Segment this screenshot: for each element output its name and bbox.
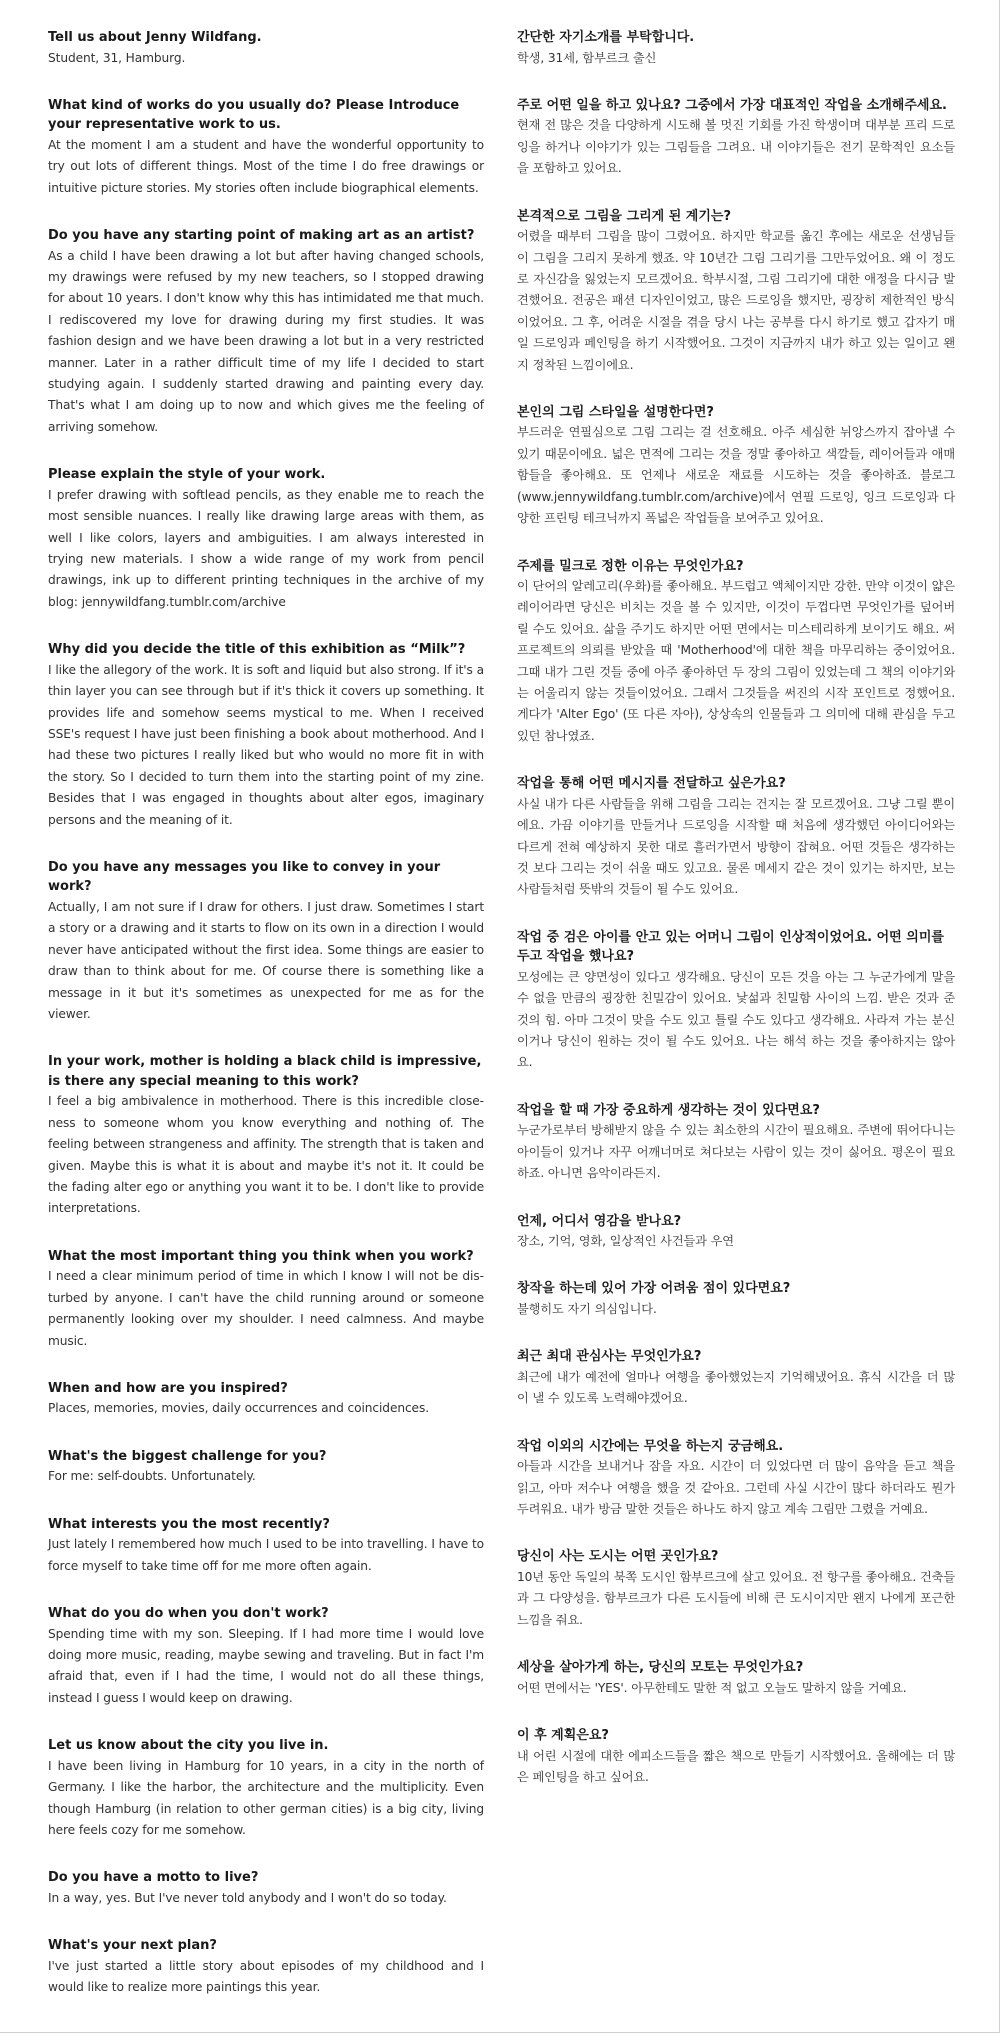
answer: Spending time with my son. Sleeping. If I had more time I would love doing more music, reading, maybe sewing and traveling. But in fact I'm afraid that, even if I had the time, I would not do all these things, instead I guess I would keep on drawing. (48, 1626, 484, 1705)
qa-block (48, 28, 484, 69)
qa-block (48, 640, 484, 831)
question: 본격적으로 그림을 그리게 된 계기는? (517, 208, 732, 224)
qa-block (517, 1279, 955, 1320)
answer: In a way, yes. But I've never told anybody and I won't do so today. (48, 1890, 447, 1905)
qa-block (48, 1379, 484, 1420)
answer: 누군가로부터 방해받지 않을 수 있는 최소한의 시간이 필요해요. 주변에 뛰어다니는 아이들이 있거나 자꾸 어깨너머로 쳐다보는 사람이 있는 것이 싫어요. 평온이 필요하죠. 아니면 음악이라든지. (517, 1123, 955, 1181)
answer: I've just started a little story about episodes of my childhood and I would like to realize more paintings this year. (48, 1958, 484, 1995)
qa-block (48, 1604, 484, 1709)
qa-block (517, 96, 955, 180)
answer: 부드러운 연필심으로 그림 그리는 걸 선호해요. 아주 세심한 뉘앙스까지 잡아낼 수 있기 때문이에요. 넓은 면적에 그리는 것을 정말 좋아하고 색깔들, 레이어들과 애매함들을 좋아해요. 또 언제나 새로운 재료를 시도하는 것을 좋아하죠. 블로그(www.jennywildfang.tumblr.com/archive)에서 연필 드로잉, 잉크 드로잉과 다양한 프린팅 테크닉까지 폭넓은 작업들을 보여주고 있어요. (517, 425, 955, 526)
question: Do you have a motto to live? (48, 1870, 259, 1886)
answer: 이 단어의 알레고리(우화)를 좋아해요. 부드럽고 액체이지만 강한. 만약 이것이 얇은 레이어라면 당신은 비치는 것을 볼 수 있지만, 이것이 두껍다면 무엇인가를 덮어버릴 수도 있어요. 삶을 주기도 하지만 어떤 면에서는 미스테리하게 보이기도 해요. 써 프로젝트의 의뢰를 받았을 때 'Motherhood'에 대한 책을 마무리하는 중이었어요. 그때 내가 그린 것들 중에 아주 좋아하던 두 장의 그림이 있었는데 그 책의 이야기와는 어울리지 않는 것들이었어요. 그래서 그것들을 써진의 시작 포인트로 정했어요. 게다가 'Alter Ego' (또 다른 자아), 상상속의 인물들과 그 의미에 대해 관심을 두고 있던 참나였죠. (517, 579, 955, 743)
qa-block (517, 774, 955, 901)
answer: Student, 31, Hamburg. (48, 50, 186, 65)
english-column (48, 28, 484, 2026)
question: 작업을 할 때 가장 중요하게 생각하는 것이 있다면요? (517, 1102, 820, 1118)
qa-block (48, 96, 484, 199)
answer: For me: self-doubts. Unfortunately. (48, 1469, 256, 1484)
qa-block (517, 1101, 955, 1185)
qa-block (517, 1547, 955, 1631)
qa-block (517, 28, 955, 69)
answer: 사실 내가 다른 사람들을 위해 그림을 그리는 건지는 잘 모르겠어요. 그냥 그릴 뿐이에요. 가끔 이야기를 만들거나 드로잉을 시작할 때 처음에 생각했던 아이디어와는 다르게 전혀 예상하지 못한 대로 흘러가면서 방향이 잡혀요. 어떤 것들은 생각하는 것 보다 그리는 것이 쉬울 때도 있고요. 물론 메세지 같은 것이 있기는 하지만, 보는 사람들처럼 뜻밖의 것들이 될 수도 있어요. (517, 796, 955, 897)
question: 본인의 그림 스타일을 설명한다면? (517, 404, 714, 420)
question: Tell us about Jenny Wildfang. (48, 30, 262, 45)
question: 주로 어떤 일을 하고 있나요? 그중에서 가장 대표적인 작업을 소개해주세요. (517, 97, 947, 113)
answer: I need a clear minimum period of time in which I know I will not be disturbed by anyone. I can't have the child running around or someone permanently looking over my shoulder. I need calmness. And maybe music. (48, 1269, 484, 1348)
answer: 모성에는 큰 양면성이 있다고 생각해요. 당신이 모든 것을 아는 그 누군가에게 말을 수 없을 만큼의 굉장한 친밀감이 있어요. 낯섦과 친밀함 사이의 느낌. 받은 것과 준 것의 힘. 아마 그것이 맞을 수도 있고 틀릴 수도 있다고 생각해요. 사라져 가는 분신이거나 당신이 원하는 것이 될 수도 있어요. 나는 해석 하는 것을 좋아하지는 않아요. (517, 969, 955, 1070)
qa-block (517, 1212, 955, 1253)
answer: 내 어린 시절에 대한 에피소드들을 짧은 책으로 만들기 시작했어요. 올해에는 더 많은 페인팅을 하고 싶어요. (517, 1748, 955, 1784)
question: When and how are you inspired? (48, 1380, 288, 1396)
question: Do you have any starting point of making art as an artist? (48, 228, 475, 244)
question: 세상을 살아가게 하는, 당신의 모토는 무엇인가요? (517, 1660, 804, 1676)
question: What's your next plan? (48, 1938, 217, 1954)
qa-block (48, 1868, 484, 1909)
question: What kind of works do you usually do? Please Introduce your representative work to us. (48, 97, 460, 133)
question: Please explain the style of your work. (48, 467, 326, 483)
answer: 아들과 시간을 보내거나 잠을 자요. 시간이 더 있었다면 더 많이 음악을 듣고 책을 읽고, 아마 저수나 여행을 했을 것 같아요. 그런데 사실 시간이 많다 하더라도 뭔가 두려워요. 내가 방금 말한 것들은 하나도 하지 않고 계속 그림만 그렸을 거예요. (517, 1459, 955, 1516)
answer: 장소, 기억, 영화, 일상적인 사건들과 우연 (517, 1234, 734, 1249)
answer: 최근에 내가 예전에 얼마나 여행을 좋아했었는지 기억해냈어요. 휴식 시간을 더 많이 낼 수 있도록 노력해야겠어요. (517, 1369, 955, 1406)
question: 당신이 사는 도시는 어떤 곳인가요? (517, 1549, 719, 1565)
qa-block (517, 1726, 955, 1788)
qa-block (517, 403, 955, 530)
qa-block (48, 858, 484, 1025)
question: What do you do when you don't work? (48, 1606, 329, 1622)
question: What the most important thing you think when you work? (48, 1248, 474, 1264)
question: 이 후 계획은요? (517, 1728, 609, 1743)
question: In your work, mother is holding a black child is impressive, is there any special meaning to this work? (48, 1054, 482, 1089)
qa-block (48, 1515, 484, 1577)
question: 주제를 밀크로 정한 이유는 무엇인가요? (517, 558, 744, 574)
answer: 현재 전 많은 것을 다양하게 시도해 볼 멋진 기회를 가진 학생이며 대부분 프리 드로잉을 하거나 이야기가 있는 그림들을 그려요. 내 이야기들은 전기 문학적인 요소들을 포함하고 있어요. (517, 118, 955, 176)
question: What's the biggest challenge for you? (48, 1448, 327, 1464)
question: 작업 이외의 시간에는 무엇을 하는지 궁금해요. (517, 1438, 784, 1454)
qa-block (517, 1658, 955, 1699)
answer: At the moment I am a student and have the wonderful opportunity to try out lots of different things. Most of the time I do free drawings or intuitive picture stories. My stories often include biographical elements. (48, 137, 484, 195)
qa-block (48, 1936, 484, 1998)
question: Let us know about the city you live in. (48, 1738, 329, 1754)
answer: 어렸을 때부터 그림을 많이 그렸어요. 하지만 학교를 옮긴 후에는 새로운 선생님들이 그림을 그리지 못하게 했죠. 약 10년간 그림 그리기를 그만두었어요. 왜 이 정도로 자신감을 잃었는지 모르겠어요. 학부시절, 그림 그리기에 대한 애정을 다시금 발견했어요. 전공은 패션 디자인이었고, 많은 드로잉을 했지만, 굉장히 제한적인 방식이었어요. 그 후, 어려운 시절을 겪을 당시 나는 공부를 다시 하기로 했고 갑자기 매일 드로잉과 페인팅을 하기 시작했어요. 그것이 지금까지 내가 하고 있는 일이고 왠지 정착된 느낌이에요. (517, 229, 955, 372)
answer: I like the allegory of the work. It is soft and liquid but also strong. If it's a thin layer you can see through but if it's thick it covers up something. It provides life and somehow seems mystical to me. When I received SSE's request I have just been finishing a book about motherhood. And I had these two pictures I really liked but who would no more fit in with the story. So I decided to turn them into the starting point of my zine. Besides that I was engaged in thoughts about alter egos, imaginary persons and the meaning of it. (48, 662, 484, 827)
question: 간단한 자기소개를 부탁합니다. (517, 30, 695, 45)
question: 작업 중 검은 아이를 안고 있는 어머니 그림이 인상적이었어요. 어떤 의미를 두고 작업을 했나요? (517, 929, 944, 965)
answer: I feel a big ambivalence in motherhood. There is this incredible closeness to someone whom you know everything and nothing of. The feeling between strangeness and affinity. The strength that is taken and given. Maybe this is what it is about and maybe it's not it. It could be the fading alter ego or anything you want it to be. I don't like to provide interpretations. (48, 1094, 484, 1216)
question: 언제, 어디서 영감을 받나요? (517, 1213, 682, 1229)
answer: I prefer drawing with softlead pencils, as they enable me to reach the most sensible nuances. I really like drawing large areas with them, as well I like colors, layers and ambiguities. I am always interested in trying new materials. I show a wide range of my work from pencil drawings, ink up to different printing techniques in the archive of my blog: jennywildfang.tumblr.com/archive (48, 487, 484, 609)
answer: 불행히도 자기 의심입니다. (517, 1301, 657, 1316)
question: 작업을 통해 어떤 메시지를 전달하고 싶은가요? (517, 776, 786, 792)
question: What interests you the most recently? (48, 1516, 330, 1532)
korean-column (517, 28, 955, 1815)
answer: Places, memories, movies, daily occurrences and coincidences. (48, 1401, 429, 1416)
question: 창작을 하는데 있어 가장 어려움 점이 있다면요? (517, 1281, 791, 1297)
answer: 학생, 31세, 함부르크 출신 (517, 50, 657, 65)
qa-block (517, 557, 955, 748)
question: Why did you decide the title of this exhibition as “Milk”? (48, 642, 466, 658)
qa-block (517, 207, 955, 376)
answer: 어떤 면에서는 'YES'. 아무한테도 말한 적 없고 오늘도 말하지 않을 거예요. (517, 1680, 907, 1695)
qa-block (48, 1247, 484, 1352)
qa-block (48, 465, 484, 613)
question: 최근 최대 관심사는 무엇인가요? (517, 1349, 702, 1365)
question: Do you have any messages you like to convey in your work? (48, 859, 441, 895)
qa-block (48, 1447, 484, 1488)
qa-block (48, 226, 484, 438)
answer: 10년 동안 독일의 북쪽 도시인 함부르크에 살고 있어요. 전 항구를 좋아해요. 건축들과 그 다양성을. 함부르크가 다른 도시들에 비해 큰 도시이지만 왠지 나에게 포근한 느낌을 줘요. (517, 1569, 955, 1627)
qa-block (48, 1736, 484, 1841)
answer: As a child I have been drawing a lot but after having changed schools, my drawings were refused by my new teachers, so I stopped drawing for about 10 years. I don't know why this has intimidated me that much. I rediscovered my love for drawing during my first studies. It was fashion design and we have been drawing a lot but in a very restricted manner. Later in a rather difficult time of my life I decided to start studying again. I suddenly started drawing and painting every day. That's what I am doing up to now and which gives me the feeling of arriving somehow. (48, 248, 484, 434)
answer: I have been living in Hamburg for 10 years, in a city in the north of Germany. I like the harbor, the architecture and the multiplicity. Even though Hamburg (in relation to other german cities) is a big city, living here feels cozy for me somehow. (48, 1758, 484, 1837)
qa-block (517, 1437, 955, 1521)
qa-block (517, 1347, 955, 1409)
answer: Just lately I remembered how much I used to be into travelling. I have to force myself to take time off for me more often again. (48, 1537, 484, 1573)
qa-block (517, 928, 955, 1074)
qa-block (48, 1052, 484, 1219)
answer: Actually, I am not sure if I draw for others. I just draw. Sometimes I start a story or a drawing and it starts to flow on its own in a direction I would never have anticipated without the first idea. Some things are easier to draw than to think about for me. Of course there is something like a message in it but it's sometimes as unexpected for me as for the viewer. (48, 899, 484, 1021)
